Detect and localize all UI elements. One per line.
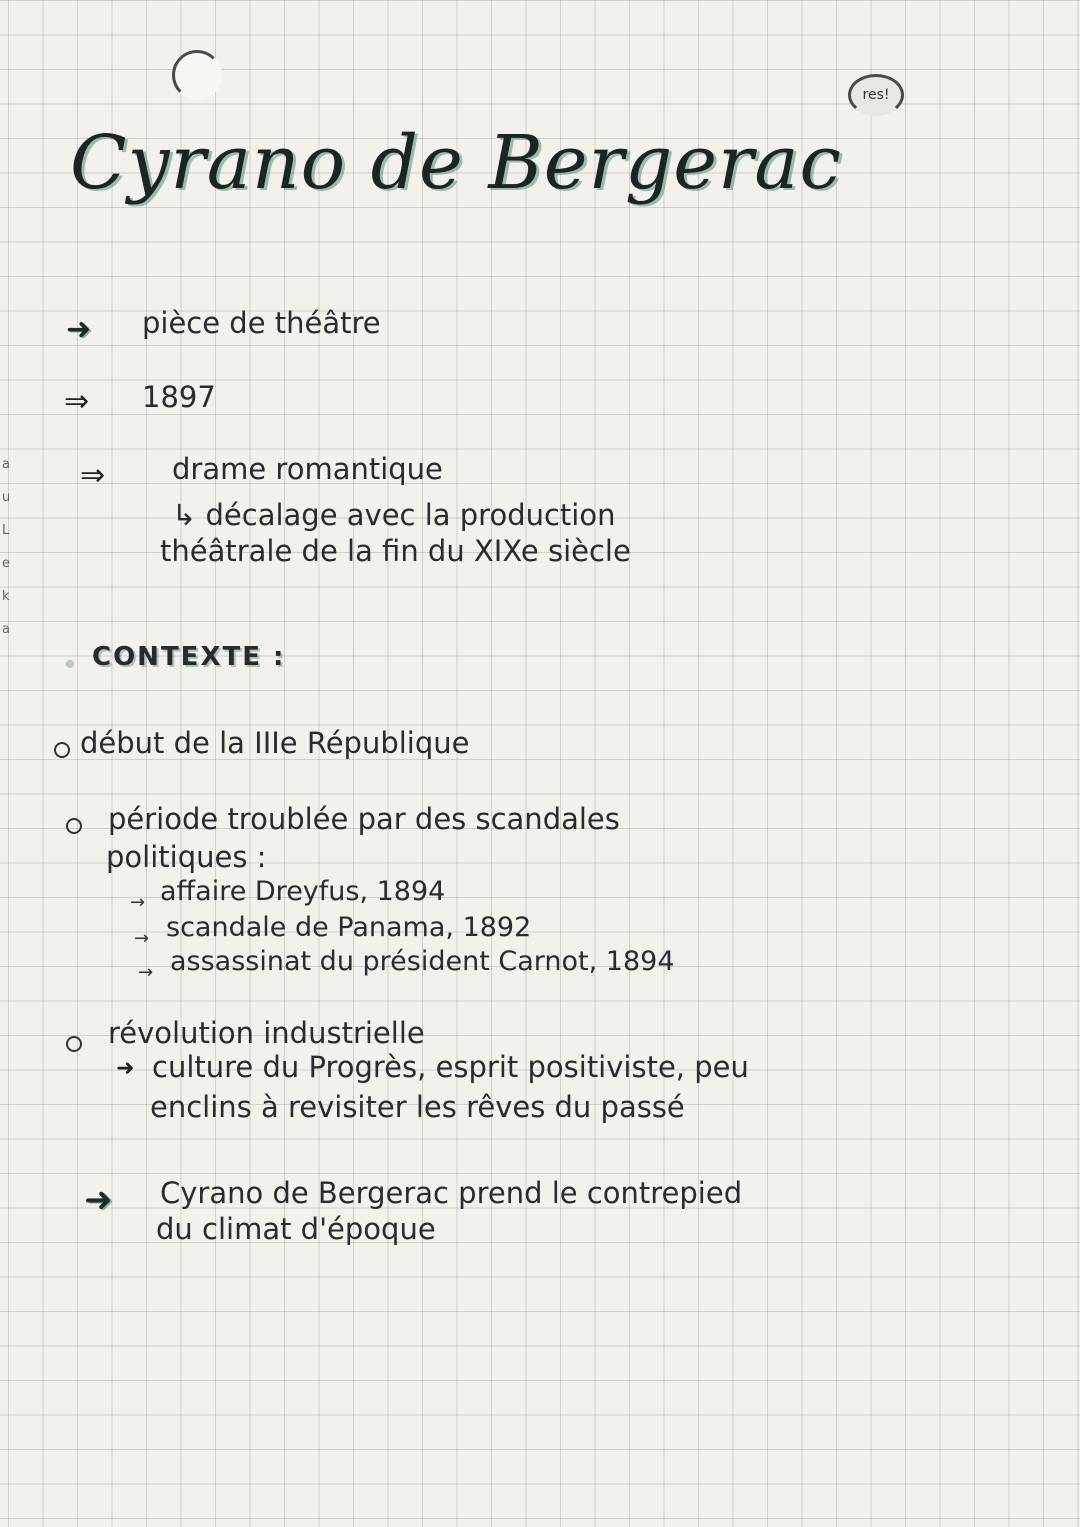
margin-mark: e	[2, 556, 10, 571]
intro-line: pièce de théâtre	[142, 306, 381, 340]
arrow-right-icon: ➜	[116, 1056, 135, 1081]
bullet-circle-icon	[66, 1036, 82, 1052]
intro-subline: théâtrale de la fin du XIXe siècle	[160, 534, 631, 568]
bullet-dot-icon	[66, 660, 74, 668]
arrow-right-icon: →	[138, 962, 154, 983]
margin-mark: a	[2, 457, 10, 472]
context-subitem: affaire Dreyfus, 1894	[160, 876, 446, 907]
arrow-right-icon: →	[134, 928, 150, 949]
margin-mark: L	[2, 523, 10, 538]
context-item: révolution industrielle	[108, 1016, 425, 1050]
context-subitem: assassinat du président Carnot, 1894	[170, 946, 675, 977]
review-stamp: res!	[848, 74, 904, 116]
arrow-right-icon: ⇒	[80, 458, 106, 493]
intro-subline: ↳ décalage avec la production	[172, 498, 616, 532]
conclusion-line: du climat d'époque	[156, 1212, 436, 1246]
intro-line: drame romantique	[172, 452, 443, 486]
arrow-right-icon: ➜	[66, 312, 92, 347]
context-item: enclins à revisiter les rêves du passé	[150, 1090, 685, 1124]
bullet-circle-icon	[66, 818, 82, 834]
context-item: politiques :	[106, 840, 267, 874]
arrow-right-icon: ⇒	[64, 384, 90, 419]
margin-marks	[2, 448, 16, 646]
context-subitem: scandale de Panama, 1892	[166, 912, 532, 943]
margin-mark: a	[2, 622, 10, 637]
context-item: début de la IIIe République	[80, 726, 470, 760]
punch-hole-icon	[172, 50, 222, 100]
arrow-right-icon: ➜	[84, 1180, 113, 1220]
section-heading: CONTEXTE :	[92, 642, 286, 672]
bullet-circle-icon	[54, 742, 70, 758]
arrow-right-icon: →	[130, 892, 146, 913]
intro-line: 1897	[142, 380, 216, 414]
context-item: période troublée par des scandales	[108, 802, 620, 836]
conclusion-line: Cyrano de Bergerac prend le contrepied	[160, 1176, 743, 1210]
margin-mark: u	[2, 490, 11, 505]
margin-mark: k	[2, 589, 10, 604]
context-item: culture du Progrès, esprit positiviste, peu	[152, 1050, 749, 1084]
page-title: Cyrano de Bergerac	[70, 120, 842, 206]
